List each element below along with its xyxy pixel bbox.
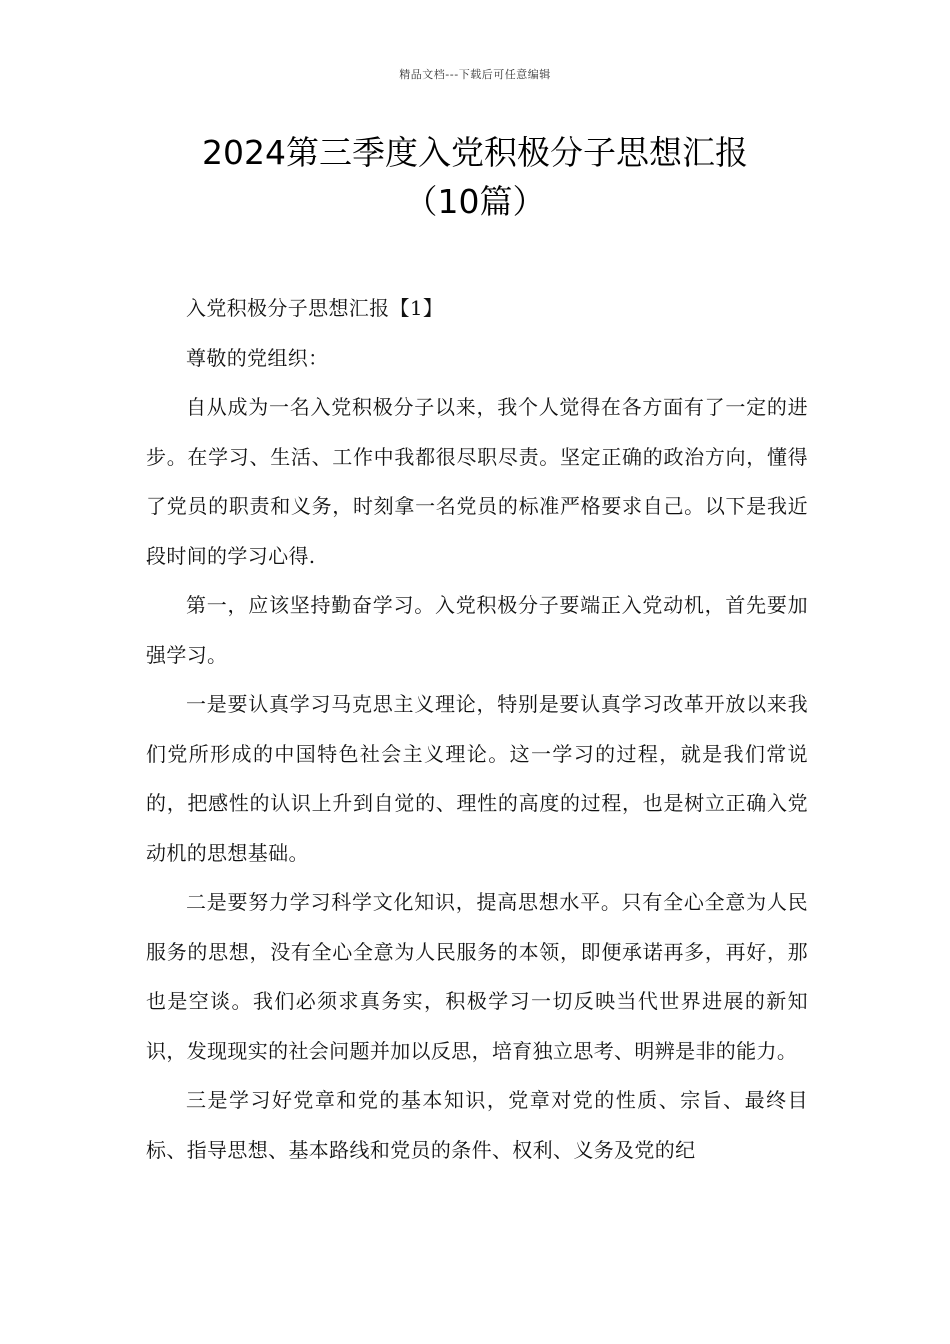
document-body [146,284,808,1175]
document-title [100,128,850,226]
paragraph: 二是要努力学习科学文化知识，提高思想水平。只有全心全意为人民服务的思想，没有全心全意为人民服务的本领，即便承诺再多，再好，那也是空谈。我们必须求真务实，积极学习一切反映当代世界进展的新知识，发现现实的社会问题并加以反思，培育独立思考、明辨是非的能力。 [146,890,808,1063]
header-note: 精品文档---下载后可任意编辑 [399,68,551,81]
paragraph: 自从成为一名入党积极分子以来，我个人觉得在各方面有了一定的进步。在学习、生活、工作中我都很尽职尽责。坚定正确的政治方向，懂得了党员的职责和义务，时刻拿一名党员的标准严格要求自己。以下是我近段时间的学习心得. [146,395,808,568]
title-line-1: 2024第三季度入党积极分子思想汇报 [202,133,748,172]
paragraph: 一是要认真学习马克思主义理论，特别是要认真学习改革开放以来我们党所形成的中国特色社会主义理论。这一学习的过程，就是我们常说的，把感性的认识上升到自觉的、理性的高度的过程，也是树立正确入党动机的思想基础。 [146,692,808,865]
section-heading: 入党积极分子思想汇报【1】 [186,296,444,320]
paragraph: 第一，应该坚持勤奋学习。入党积极分子要端正入党动机，首先要加强学习。 [146,593,808,667]
title-line-2: （10篇） [404,182,546,221]
salutation: 尊敬的党组织： [186,345,329,370]
paragraph: 三是学习好党章和党的基本知识，党章对党的性质、宗旨、最终目标、指导思想、基本路线和党员的条件、权利、义务及党的纪 [146,1088,808,1162]
